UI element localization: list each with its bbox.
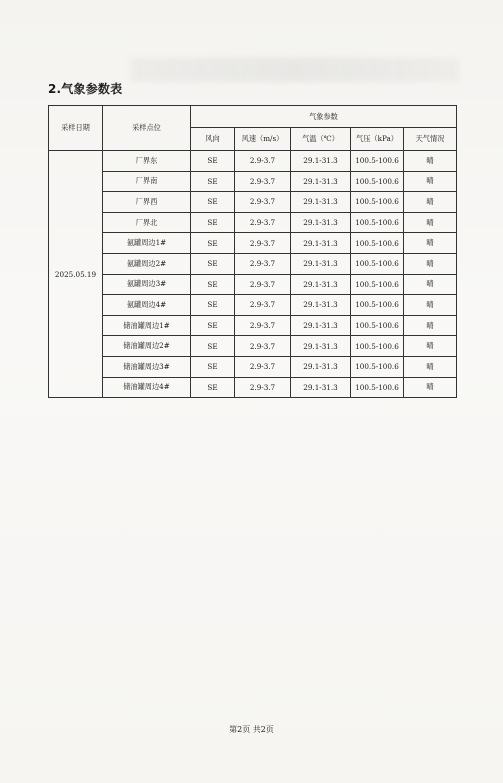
table-row [49,212,457,233]
cell-sample-date: 2025.05.19 [49,151,103,398]
cell-pressure: 100.5-100.6 [351,212,404,233]
cell-weather: 晴 [404,192,457,213]
cell-pressure: 100.5-100.6 [351,151,404,172]
cell-sample-point: 储油罐周边1# [103,315,191,336]
cell-temperature: 29.1-31.3 [291,377,351,398]
cell-weather: 晴 [404,377,457,398]
header-sample-point: 采样点位 [103,106,191,151]
cell-wind-direction: SE [191,212,235,233]
cell-pressure: 100.5-100.6 [351,171,404,192]
cell-sample-point: 氨罐周边2# [103,253,191,274]
cell-sample-point: 厂界南 [103,171,191,192]
cell-sample-point: 厂界西 [103,192,191,213]
cell-wind-speed: 2.9-3.7 [235,253,291,274]
table-row [49,192,457,213]
page-footer: 第2页 共2页 [229,725,274,734]
meteorological-table [48,105,457,398]
header-weather: 天气情况 [404,128,457,151]
header-wind-speed: 风速（m/s） [235,128,291,151]
cell-wind-direction: SE [191,233,235,254]
cell-wind-direction: SE [191,336,235,357]
cell-pressure: 100.5-100.6 [351,295,404,316]
cell-sample-point: 厂界东 [103,151,191,172]
cell-wind-direction: SE [191,151,235,172]
cell-pressure: 100.5-100.6 [351,274,404,295]
table-row [49,356,457,377]
cell-sample-point: 储油罐周边4# [103,377,191,398]
cell-wind-direction: SE [191,377,235,398]
section-title: 2.气象参数表 [48,82,123,96]
cell-wind-speed: 2.9-3.7 [235,233,291,254]
cell-pressure: 100.5-100.6 [351,377,404,398]
cell-temperature: 29.1-31.3 [291,192,351,213]
cell-wind-direction: SE [191,192,235,213]
cell-pressure: 100.5-100.6 [351,356,404,377]
cell-temperature: 29.1-31.3 [291,356,351,377]
cell-temperature: 29.1-31.3 [291,295,351,316]
cell-wind-direction: SE [191,253,235,274]
cell-pressure: 100.5-100.6 [351,336,404,357]
cell-wind-direction: SE [191,171,235,192]
cell-temperature: 29.1-31.3 [291,253,351,274]
cell-temperature: 29.1-31.3 [291,171,351,192]
cell-pressure: 100.5-100.6 [351,233,404,254]
table-row [49,253,457,274]
header-wind-direction: 风向 [191,128,235,151]
cell-temperature: 29.1-31.3 [291,274,351,295]
cell-wind-speed: 2.9-3.7 [235,274,291,295]
table-row [49,336,457,357]
cell-pressure: 100.5-100.6 [351,253,404,274]
cell-wind-direction: SE [191,315,235,336]
table-row [49,233,457,254]
cell-wind-direction: SE [191,295,235,316]
cell-temperature: 29.1-31.3 [291,151,351,172]
cell-pressure: 100.5-100.6 [351,192,404,213]
cell-temperature: 29.1-31.3 [291,315,351,336]
cell-sample-point: 氨罐周边3# [103,274,191,295]
cell-wind-speed: 2.9-3.7 [235,151,291,172]
header-sample-date: 采样日期 [49,106,103,151]
table-row [49,151,457,172]
cell-weather: 晴 [404,356,457,377]
cell-sample-point: 氨罐周边4# [103,295,191,316]
cell-temperature: 29.1-31.3 [291,233,351,254]
cell-wind-direction: SE [191,274,235,295]
table-row [49,377,457,398]
cell-weather: 晴 [404,274,457,295]
cell-wind-speed: 2.9-3.7 [235,336,291,357]
header-row-top [49,106,457,128]
cell-wind-direction: SE [191,356,235,377]
table-row [49,171,457,192]
header-temperature: 气温（℃） [291,128,351,151]
cell-wind-speed: 2.9-3.7 [235,315,291,336]
cell-wind-speed: 2.9-3.7 [235,171,291,192]
cell-weather: 晴 [404,336,457,357]
cell-sample-point: 储油罐周边2# [103,336,191,357]
cell-weather: 晴 [404,253,457,274]
cell-sample-point: 储油罐周边3# [103,356,191,377]
cell-weather: 晴 [404,171,457,192]
cell-pressure: 100.5-100.6 [351,315,404,336]
show-through-smudge [130,58,460,82]
cell-weather: 晴 [404,151,457,172]
cell-wind-speed: 2.9-3.7 [235,377,291,398]
header-pressure: 气压（kPa） [351,128,404,151]
table-row [49,315,457,336]
cell-weather: 晴 [404,212,457,233]
table-row [49,274,457,295]
cell-weather: 晴 [404,315,457,336]
cell-temperature: 29.1-31.3 [291,212,351,233]
cell-weather: 晴 [404,233,457,254]
cell-wind-speed: 2.9-3.7 [235,356,291,377]
table-body [49,151,457,398]
cell-sample-point: 氨罐周边1# [103,233,191,254]
cell-weather: 晴 [404,295,457,316]
table-row [49,295,457,316]
cell-wind-speed: 2.9-3.7 [235,295,291,316]
cell-sample-point: 厂界北 [103,212,191,233]
cell-wind-speed: 2.9-3.7 [235,212,291,233]
cell-temperature: 29.1-31.3 [291,336,351,357]
header-meteo-params: 气象参数 [191,106,457,128]
cell-wind-speed: 2.9-3.7 [235,192,291,213]
